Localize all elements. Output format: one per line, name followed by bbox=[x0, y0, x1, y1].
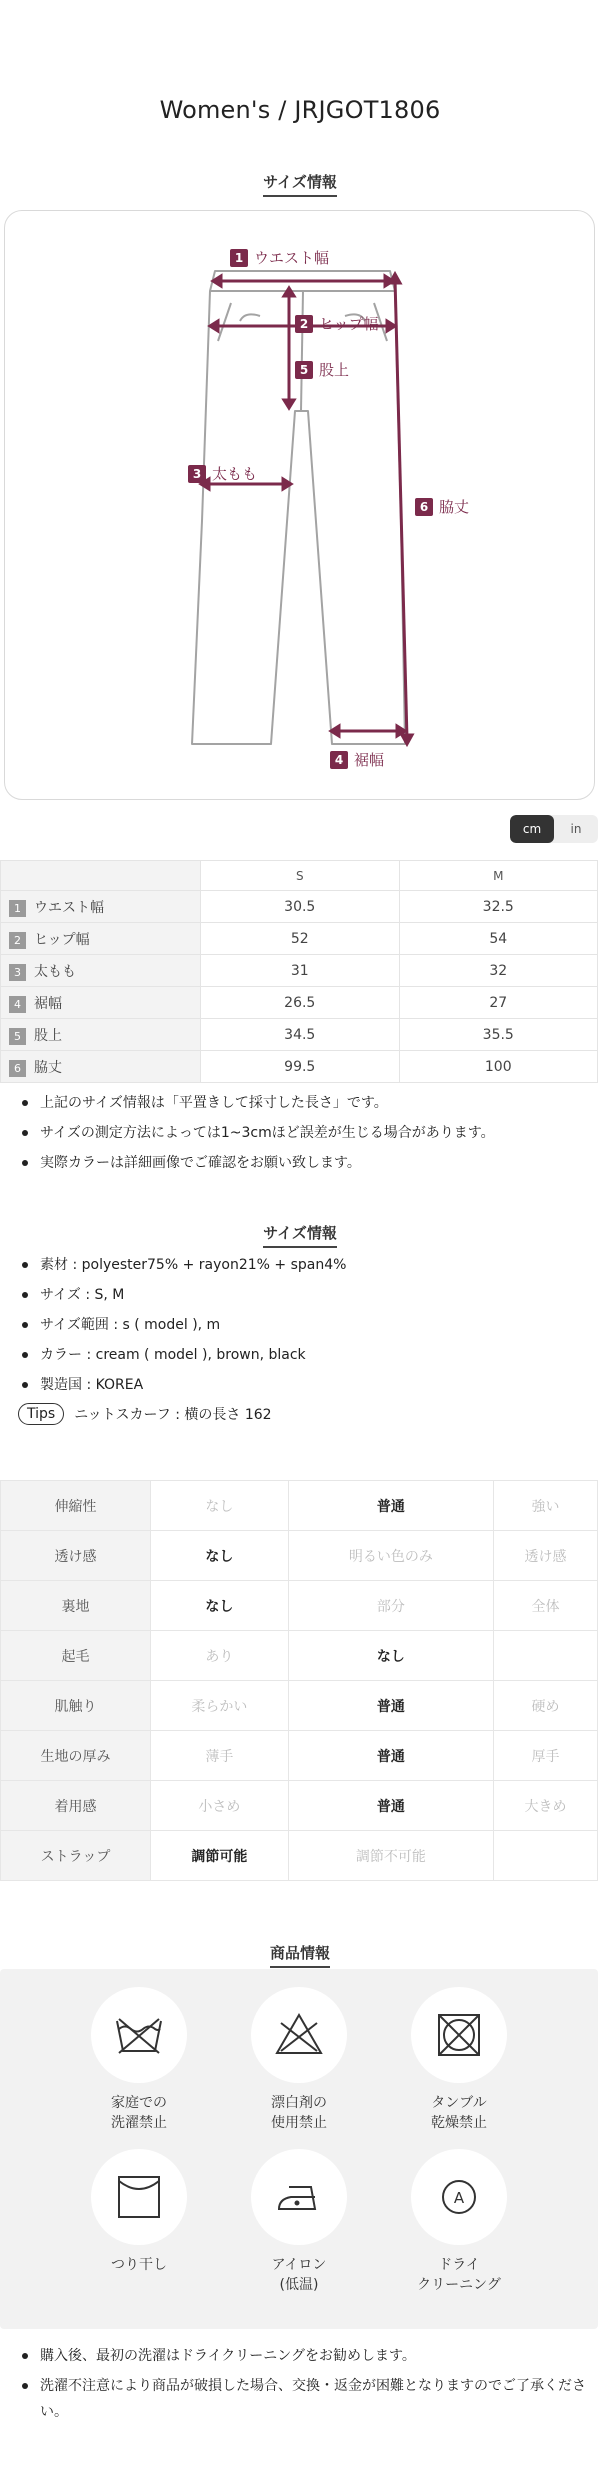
attribute-option-selected: 普通 bbox=[288, 1681, 493, 1731]
size-column-s: S bbox=[201, 861, 400, 891]
list-item: 素材 : polyester75% + rayon21% + span4% bbox=[20, 1250, 590, 1280]
row-label: 3 太もも bbox=[1, 955, 201, 987]
attribute-option: 薄手 bbox=[151, 1731, 289, 1781]
table-row bbox=[1, 1731, 598, 1781]
product-info-list bbox=[20, 1250, 590, 1400]
attribute-option: 強い bbox=[494, 1481, 598, 1531]
table-row bbox=[1, 1051, 598, 1083]
size-table bbox=[0, 860, 598, 1083]
size-notes bbox=[20, 1088, 590, 1178]
cell-value: 31 bbox=[201, 955, 400, 987]
table-row bbox=[1, 1019, 598, 1051]
line-dry-icon bbox=[111, 2169, 167, 2225]
table-row bbox=[1, 987, 598, 1019]
care-section-title: 商品情報 bbox=[0, 1942, 600, 1968]
table-row bbox=[1, 891, 598, 923]
attribute-option: なし bbox=[151, 1481, 289, 1531]
list-item: 洗濯不注意により商品が破損した場合、交換・返金が困難となりますのでご了承ください。 bbox=[20, 2373, 590, 2425]
list-item: サイズ範囲 : s ( model ), m bbox=[20, 1310, 590, 1340]
row-label: 1 ウエスト幅 bbox=[1, 891, 201, 923]
no-tumble-dry-icon bbox=[431, 2007, 487, 2063]
size-section-title: サイズ情報 bbox=[0, 171, 600, 197]
attribute-option: あり bbox=[151, 1631, 289, 1681]
table-row bbox=[1, 1481, 598, 1531]
list-item: サイズ : S, M bbox=[20, 1280, 590, 1310]
attribute-name: 透け感 bbox=[1, 1531, 151, 1581]
table-row bbox=[1, 1631, 598, 1681]
diagram-label-hip: 2 ヒップ幅 bbox=[295, 313, 379, 334]
care-notes bbox=[20, 2343, 590, 2429]
cell-value: 34.5 bbox=[201, 1019, 400, 1051]
info-section-title: サイズ情報 bbox=[0, 1222, 600, 1248]
attribute-option: 硬め bbox=[494, 1681, 598, 1731]
care-item: つり干し bbox=[69, 2149, 209, 2275]
row-label: 5 股上 bbox=[1, 1019, 201, 1051]
no-bleach-icon bbox=[271, 2007, 327, 2063]
cell-value: 52 bbox=[201, 923, 400, 955]
cell-value: 30.5 bbox=[201, 891, 400, 923]
table-row bbox=[1, 923, 598, 955]
list-item: 製造国 : KOREA bbox=[20, 1370, 590, 1400]
care-item: 家庭での 洗濯禁止 bbox=[69, 1987, 209, 2133]
care-item: A ドライ クリーニング bbox=[389, 2149, 529, 2295]
attribute-option-selected: なし bbox=[151, 1531, 289, 1581]
list-item: 上記のサイズ情報は「平置きして採寸した長さ」です。 bbox=[20, 1088, 590, 1118]
attribute-option: 柔らかい bbox=[151, 1681, 289, 1731]
iron-low-icon bbox=[271, 2169, 327, 2225]
attribute-option: 明るい色のみ bbox=[288, 1531, 493, 1581]
attribute-name: 着用感 bbox=[1, 1781, 151, 1831]
row-label: 4 裾幅 bbox=[1, 987, 201, 1019]
attribute-name: 肌触り bbox=[1, 1681, 151, 1731]
table-row bbox=[1, 1781, 598, 1831]
attribute-option: 透け感 bbox=[494, 1531, 598, 1581]
attribute-name: 起毛 bbox=[1, 1631, 151, 1681]
diagram-label-outseam: 6 脇丈 bbox=[415, 496, 469, 517]
unit-toggle bbox=[510, 815, 598, 843]
attribute-option bbox=[494, 1631, 598, 1681]
table-row bbox=[1, 1681, 598, 1731]
diagram-label-waist: 1 ウエスト幅 bbox=[230, 247, 329, 268]
dry-clean-icon bbox=[431, 2169, 487, 2225]
diagram-label-hem: 4 裾幅 bbox=[330, 749, 384, 770]
list-item: サイズの測定方法によっては1~3cmほど誤差が生じる場合があります。 bbox=[20, 1118, 590, 1148]
attribute-option-selected: 普通 bbox=[288, 1731, 493, 1781]
list-item: 購入後、最初の洗濯はドライクリーニングをお勧めします。 bbox=[20, 2343, 590, 2369]
attribute-option: 厚手 bbox=[494, 1731, 598, 1781]
diagram-label-thigh: 3 太もも bbox=[188, 463, 257, 484]
attribute-option-selected: 普通 bbox=[288, 1481, 493, 1531]
attribute-option-selected: なし bbox=[151, 1581, 289, 1631]
table-row bbox=[1, 1581, 598, 1631]
attribute-table bbox=[0, 1480, 598, 1881]
care-item: アイロン (低温) bbox=[229, 2149, 369, 2295]
table-row bbox=[1, 1531, 598, 1581]
attribute-option: 部分 bbox=[288, 1581, 493, 1631]
product-title: Women's / JRJGOT1806 bbox=[159, 96, 441, 124]
size-column-m: M bbox=[399, 861, 598, 891]
table-row bbox=[1, 955, 598, 987]
tips-badge: Tips bbox=[18, 1403, 64, 1425]
pants-diagram-icon bbox=[5, 211, 596, 801]
care-instructions bbox=[0, 1969, 598, 2329]
cell-value: 100 bbox=[399, 1051, 598, 1083]
row-label: 6 脇丈 bbox=[1, 1051, 201, 1083]
no-home-wash-icon bbox=[111, 2007, 167, 2063]
care-item: タンブル 乾燥禁止 bbox=[389, 1987, 529, 2133]
unit-cm-button[interactable]: cm bbox=[510, 815, 554, 843]
care-item: 漂白剤の 使用禁止 bbox=[229, 1987, 369, 2133]
cell-value: 99.5 bbox=[201, 1051, 400, 1083]
row-label: 2 ヒップ幅 bbox=[1, 923, 201, 955]
attribute-option-selected: 調節可能 bbox=[151, 1831, 289, 1881]
attribute-option: 全体 bbox=[494, 1581, 598, 1631]
attribute-name: 生地の厚み bbox=[1, 1731, 151, 1781]
tips-text: ニットスカーフ : 横の長さ 162 bbox=[74, 1407, 272, 1423]
cell-value: 35.5 bbox=[399, 1019, 598, 1051]
list-item: 実際カラーは詳細画像でご確認をお願い致します。 bbox=[20, 1148, 590, 1178]
size-table-header bbox=[1, 861, 598, 891]
list-item: カラー : cream ( model ), brown, black bbox=[20, 1340, 590, 1370]
cell-value: 54 bbox=[399, 923, 598, 955]
attribute-name: ストラップ bbox=[1, 1831, 151, 1881]
attribute-option-selected: なし bbox=[288, 1631, 493, 1681]
cell-value: 32.5 bbox=[399, 891, 598, 923]
attribute-option: 調節不可能 bbox=[288, 1831, 493, 1881]
size-table-corner bbox=[1, 861, 201, 891]
cell-value: 32 bbox=[399, 955, 598, 987]
cell-value: 27 bbox=[399, 987, 598, 1019]
attribute-option: 小さめ bbox=[151, 1781, 289, 1831]
diagram-label-rise: 5 股上 bbox=[295, 359, 349, 380]
attribute-option-selected: 普通 bbox=[288, 1781, 493, 1831]
attribute-name: 裏地 bbox=[1, 1581, 151, 1631]
svg-text:A: A bbox=[453, 2189, 465, 2207]
table-row bbox=[1, 1831, 598, 1881]
cell-value: 26.5 bbox=[201, 987, 400, 1019]
attribute-option bbox=[494, 1831, 598, 1881]
tips-line bbox=[18, 1403, 272, 1425]
measurement-diagram bbox=[4, 210, 595, 800]
unit-in-button[interactable]: in bbox=[570, 822, 582, 836]
attribute-name: 伸縮性 bbox=[1, 1481, 151, 1531]
attribute-option: 大きめ bbox=[494, 1781, 598, 1831]
